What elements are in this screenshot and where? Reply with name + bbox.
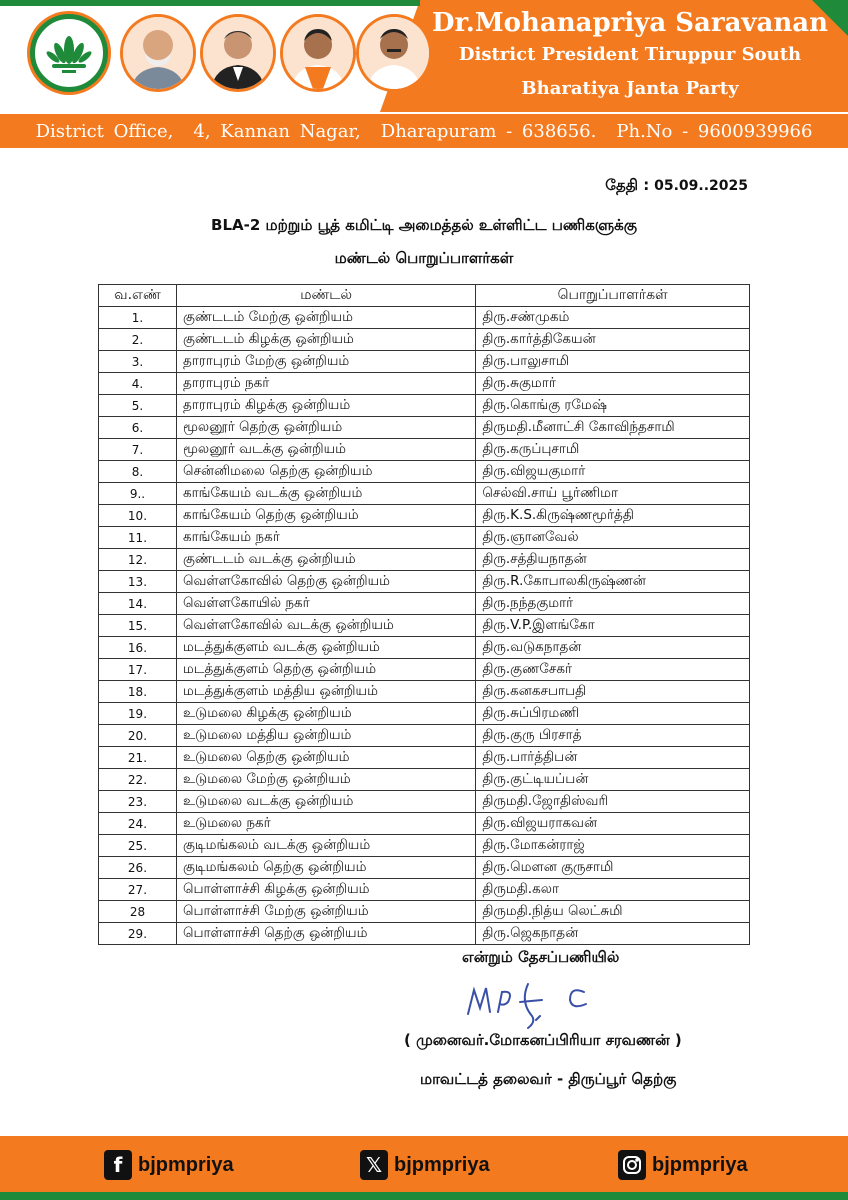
instagram-link[interactable]	[618, 1150, 748, 1180]
mandal-cell: மூலனூர் வடக்கு ஒன்றியம்	[176, 439, 475, 461]
header-green-stripe	[0, 0, 420, 6]
table-row	[99, 703, 750, 725]
table-row	[99, 659, 750, 681]
table-row	[99, 505, 750, 527]
serial-cell: 14.	[99, 593, 177, 615]
serial-cell: 12.	[99, 549, 177, 571]
incharge-cell: திரு.விஜயராகவன்	[476, 813, 750, 835]
mandal-cell: உடுமலை நகர்	[176, 813, 475, 835]
incharge-cell: திரு.R.கோபாலகிருஷ்ணன்	[476, 571, 750, 593]
table-row	[99, 329, 750, 351]
serial-cell: 16.	[99, 637, 177, 659]
x-handle: bjpmpriya	[394, 1153, 490, 1176]
incharge-cell: திருமதி.கலா	[476, 879, 750, 901]
table-row	[99, 637, 750, 659]
serial-cell: 25.	[99, 835, 177, 857]
address-office: District Office,	[35, 120, 174, 142]
mandal-cell: காங்கேயம் நகர்	[176, 527, 475, 549]
incharge-cell: திரு.கனகசபாபதி	[476, 681, 750, 703]
table-row	[99, 747, 750, 769]
table-row	[99, 901, 750, 923]
signatory-designation: மாவட்டத் தலைவர் - திருப்பூர் தெற்கு	[420, 1070, 677, 1088]
serial-cell: 7.	[99, 439, 177, 461]
table-row	[99, 549, 750, 571]
instagram-handle: bjpmpriya	[652, 1153, 748, 1176]
header-incharge: பொறுப்பாளர்கள்	[476, 285, 750, 307]
serial-cell: 28	[99, 901, 177, 923]
mandal-cell: காங்கேயம் வடக்கு ஒன்றியம்	[176, 483, 475, 505]
letterhead-header	[0, 0, 848, 112]
serial-cell: 27.	[99, 879, 177, 901]
table-row	[99, 923, 750, 945]
mandal-cell: குண்டடம் கிழக்கு ஒன்றியம்	[176, 329, 475, 351]
incharge-cell: திருமதி.நித்ய லெட்சுமி	[476, 901, 750, 923]
serial-cell: 1.	[99, 307, 177, 329]
x-icon: 𝕏	[360, 1150, 388, 1180]
table-row	[99, 307, 750, 329]
leader-portrait-4	[356, 14, 432, 92]
incharge-cell: திரு.கருப்புசாமி	[476, 439, 750, 461]
mandal-cell: காங்கேயம் தெற்கு ஒன்றியம்	[176, 505, 475, 527]
mandal-cell: உடுமலை வடக்கு ஒன்றியம்	[176, 791, 475, 813]
social-footer	[0, 1136, 848, 1200]
district-designation: District President Tiruppur South	[458, 44, 802, 65]
table-row	[99, 725, 750, 747]
incharge-cell: திரு.கார்த்திகேயன்	[476, 329, 750, 351]
mandal-cell: சென்னிமலை தெற்கு ஒன்றியம்	[176, 461, 475, 483]
serial-cell: 26.	[99, 857, 177, 879]
letter-date	[605, 176, 748, 196]
leader-portrait-2	[200, 14, 276, 92]
incharge-cell: திரு.வடுகநாதன்	[476, 637, 750, 659]
facebook-icon: f	[104, 1150, 132, 1180]
serial-cell: 29.	[99, 923, 177, 945]
table-body	[99, 307, 750, 945]
mandal-cell: குடிமங்கலம் தெற்கு ஒன்றியம்	[176, 857, 475, 879]
serial-cell: 24.	[99, 813, 177, 835]
incharge-cell: திருமதி.ஜோதிஸ்வரி	[476, 791, 750, 813]
mandal-cell: தாராபுரம் கிழக்கு ஒன்றியம்	[176, 395, 475, 417]
signatory-name: ( முனைவர்.மோகனப்பிரியா சரவணன் )	[404, 1031, 682, 1049]
table-header-row	[99, 285, 750, 307]
party-name: Bharatiya Janta Party	[521, 78, 739, 99]
facebook-handle: bjpmpriya	[138, 1153, 234, 1176]
serial-cell: 3.	[99, 351, 177, 373]
table-row	[99, 835, 750, 857]
table-row	[99, 395, 750, 417]
table-row	[99, 791, 750, 813]
incharge-cell: திரு.V.P.இளங்கோ	[476, 615, 750, 637]
mandal-cell: வெள்ளகோவில் வடக்கு ஒன்றியம்	[176, 615, 475, 637]
mandal-cell: உடுமலை மத்திய ஒன்றியம்	[176, 725, 475, 747]
table-row	[99, 527, 750, 549]
serial-cell: 22.	[99, 769, 177, 791]
serial-cell: 13.	[99, 571, 177, 593]
mandal-incharge-table	[98, 284, 750, 945]
serial-cell: 5.	[99, 395, 177, 417]
mandal-cell: உடுமலை தெற்கு ஒன்றியம்	[176, 747, 475, 769]
closing-phrase: என்றும் தேசப்பணியில்	[462, 948, 620, 966]
mandal-cell: குண்டடம் மேற்கு ஒன்றியம்	[176, 307, 475, 329]
mandal-cell: பொள்ளாச்சி மேற்கு ஒன்றியம்	[176, 901, 475, 923]
table-row	[99, 615, 750, 637]
x-link[interactable]	[360, 1150, 490, 1180]
table-row	[99, 461, 750, 483]
incharge-cell: திரு.கொங்கு ரமேஷ்	[476, 395, 750, 417]
serial-cell: 19.	[99, 703, 177, 725]
mandal-cell: குண்டடம் வடக்கு ஒன்றியம்	[176, 549, 475, 571]
table-row	[99, 879, 750, 901]
table-row	[99, 483, 750, 505]
serial-cell: 21.	[99, 747, 177, 769]
serial-cell: 10.	[99, 505, 177, 527]
date-label: தேதி :	[605, 176, 650, 194]
mandal-cell: மடத்துக்குளம் மத்திய ஒன்றியம்	[176, 681, 475, 703]
mandal-cell: வெள்ளகோவில் தெற்கு ஒன்றியம்	[176, 571, 475, 593]
date-value: 05.09..2025	[654, 178, 748, 194]
serial-cell: 8.	[99, 461, 177, 483]
incharge-cell: திரு.ஞானவேல்	[476, 527, 750, 549]
incharge-cell: திரு.நந்தகுமார்	[476, 593, 750, 615]
mandal-cell: உடுமலை மேற்கு ஒன்றியம்	[176, 769, 475, 791]
serial-cell: 20.	[99, 725, 177, 747]
mandal-cell: மடத்துக்குளம் வடக்கு ஒன்றியம்	[176, 637, 475, 659]
table-row	[99, 439, 750, 461]
table-row	[99, 769, 750, 791]
incharge-cell: செல்வி.சாய் பூர்ணிமா	[476, 483, 750, 505]
incharge-cell: திரு.விஜயகுமார்	[476, 461, 750, 483]
table-row	[99, 593, 750, 615]
mandal-cell: வெள்ளகோயில் நகர்	[176, 593, 475, 615]
serial-cell: 15.	[99, 615, 177, 637]
address-street: 4, Kannan Nagar,	[193, 120, 361, 142]
table-row	[99, 571, 750, 593]
subject-line-1: BLA-2 மற்றும் பூத் கமிட்டி அமைத்தல் உள்ளிட்ட பணிகளுக்கு	[211, 216, 637, 234]
table-row	[99, 681, 750, 703]
incharge-cell: திரு.பார்த்திபன்	[476, 747, 750, 769]
mandal-cell: மடத்துக்குளம் தெற்கு ஒன்றியம்	[176, 659, 475, 681]
instagram-icon	[618, 1150, 646, 1180]
incharge-cell: திரு.சுகுமார்	[476, 373, 750, 395]
header-mandal: மண்டல்	[176, 285, 475, 307]
address-bar	[0, 112, 848, 148]
serial-cell: 9..	[99, 483, 177, 505]
subject-line-2: மண்டல் பொறுப்பாளர்கள்	[334, 249, 514, 267]
serial-cell: 2.	[99, 329, 177, 351]
incharge-cell: திரு.பாலுசாமி	[476, 351, 750, 373]
incharge-cell: திரு.சத்தியநாதன்	[476, 549, 750, 571]
table-row	[99, 373, 750, 395]
incharge-cell: திரு.குட்டியப்பன்	[476, 769, 750, 791]
incharge-cell: திரு.மோகன்ராஜ்	[476, 835, 750, 857]
incharge-cell: திரு.K.S.கிருஷ்ணமூர்த்தி	[476, 505, 750, 527]
table-row	[99, 857, 750, 879]
facebook-link[interactable]	[104, 1150, 234, 1180]
serial-cell: 18.	[99, 681, 177, 703]
mandal-cell: குடிமங்கலம் வடக்கு ஒன்றியம்	[176, 835, 475, 857]
leader-portrait-3	[280, 14, 356, 92]
mandal-cell: பொள்ளாச்சி தெற்கு ஒன்றியம்	[176, 923, 475, 945]
table-row	[99, 813, 750, 835]
mandal-cell: தாராபுரம் நகர்	[176, 373, 475, 395]
incharge-cell: திரு.மௌன குருசாமி	[476, 857, 750, 879]
serial-cell: 6.	[99, 417, 177, 439]
serial-cell: 17.	[99, 659, 177, 681]
incharge-cell: திரு.குணசேகர்	[476, 659, 750, 681]
incharge-cell: திரு.குரு பிரசாத்	[476, 725, 750, 747]
table-row	[99, 351, 750, 373]
leader-portrait-1	[120, 14, 196, 92]
handwritten-signature	[462, 972, 612, 1032]
header-serial: வ.எண்	[99, 285, 177, 307]
bjp-lotus-logo-icon	[30, 14, 108, 92]
mandal-cell: தாராபுரம் மேற்கு ஒன்றியம்	[176, 351, 475, 373]
serial-cell: 4.	[99, 373, 177, 395]
table-row	[99, 417, 750, 439]
mandal-cell: உடுமலை கிழக்கு ஒன்றியம்	[176, 703, 475, 725]
footer-green-stripe	[0, 1192, 848, 1200]
address-city: Dharapuram - 638656.	[380, 120, 597, 142]
incharge-cell: திரு.ஜெகநாதன்	[476, 923, 750, 945]
mandal-cell: மூலனூர் தெற்கு ஒன்றியம்	[176, 417, 475, 439]
incharge-cell: திரு.சுப்பிரமணி	[476, 703, 750, 725]
incharge-cell: திருமதி.மீனாட்சி கோவிந்தசாமி	[476, 417, 750, 439]
serial-cell: 23.	[99, 791, 177, 813]
president-name: Dr.Mohanapriya Saravanan	[431, 8, 829, 38]
incharge-cell: திரு.சண்முகம்	[476, 307, 750, 329]
address-phone: Ph.No - 9600939966	[616, 120, 813, 142]
mandal-cell: பொள்ளாச்சி கிழக்கு ஒன்றியம்	[176, 879, 475, 901]
serial-cell: 11.	[99, 527, 177, 549]
